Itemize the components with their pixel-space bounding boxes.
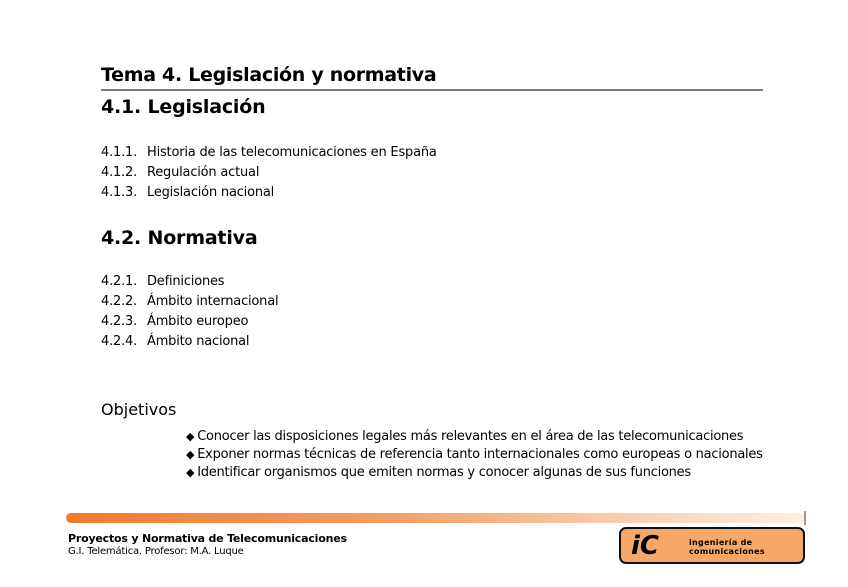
topic-text: Ámbito internacional: [147, 294, 279, 309]
section-heading-legislacion: 4.1. Legislación: [101, 96, 266, 118]
topic-text: Ámbito nacional: [147, 334, 250, 349]
topic-number: 4.1.1.: [101, 145, 138, 160]
topic-text: Legislación nacional: [147, 185, 275, 200]
list-item: [186, 464, 763, 482]
logo-mark: iC: [631, 531, 659, 561]
topic-number: 4.1.3.: [101, 185, 138, 200]
objective-text: Exponer normas técnicas de referencia tanto internacionales como europeas o nacionales: [197, 447, 763, 462]
logo-text-line2: comunicaciones: [689, 547, 765, 556]
title-divider: [101, 89, 763, 91]
list-item: [101, 312, 278, 332]
section-heading-normativa: 4.2. Normativa: [101, 227, 258, 249]
list-item: [101, 272, 278, 292]
topic-number: 4.2.2.: [101, 294, 138, 309]
topic-text: Definiciones: [147, 274, 225, 289]
topic-text: Ámbito europeo: [147, 314, 249, 329]
list-item: [186, 446, 763, 464]
list-item: [101, 332, 278, 352]
legislacion-topic-list: [101, 143, 437, 203]
course-title: Proyectos y Normativa de Telecomunicaciones: [68, 532, 347, 545]
list-item: [101, 183, 437, 203]
logo-text: [689, 538, 765, 556]
objectives-heading: Objetivos: [101, 400, 177, 419]
list-item: [101, 292, 278, 312]
list-item: [186, 428, 763, 446]
course-author: G.I. Telemática. Profesor: M.A. Luque: [68, 546, 244, 557]
topic-text: Historia de las telecomunicaciones en España: [147, 145, 437, 160]
diamond-bullet-icon: ◆: [186, 430, 195, 443]
objectives-list: [186, 428, 763, 482]
topic-number: 4.2.4.: [101, 334, 138, 349]
topic-number: 4.1.2.: [101, 165, 138, 180]
topic-text: Regulación actual: [147, 165, 260, 180]
logo: [619, 527, 805, 564]
slide-title: Tema 4. Legislación y normativa: [101, 64, 437, 86]
objective-text: Identificar organismos que emiten normas y conocer algunas de sus funciones: [197, 465, 691, 480]
list-item: [101, 143, 437, 163]
objective-text: Conocer las disposiciones legales más relevantes en el área de las telecomunicaciones: [197, 429, 744, 444]
topic-number: 4.2.1.: [101, 274, 138, 289]
list-item: [101, 163, 437, 183]
diamond-bullet-icon: ◆: [186, 448, 195, 461]
normativa-topic-list: [101, 272, 278, 352]
logo-text-line1: ingeniería de: [689, 538, 753, 547]
footer-bar-end-tick: [804, 511, 806, 525]
topic-number: 4.2.3.: [101, 314, 138, 329]
diamond-bullet-icon: ◆: [186, 466, 195, 479]
footer-gradient-bar: [66, 513, 806, 523]
